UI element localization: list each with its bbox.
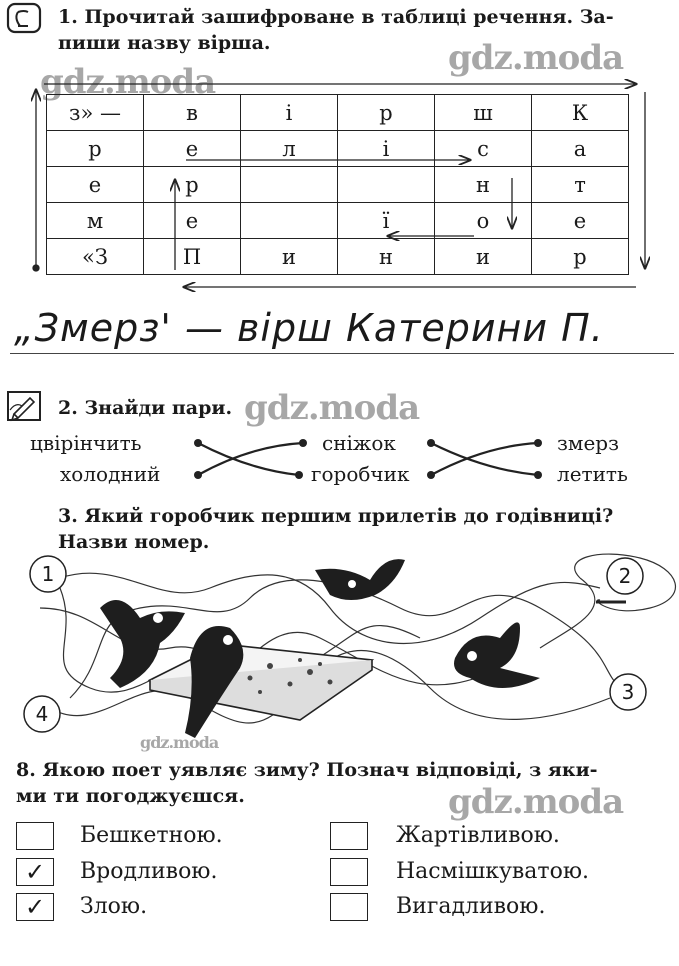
table-cell: т	[532, 167, 629, 203]
task1-line1: Прочитай зашифроване в таблиці речення. За-	[84, 6, 614, 28]
checkbox-left-3[interactable]	[16, 893, 54, 921]
task1-answer: „Змерз' — вірш Катерини П.	[14, 306, 604, 350]
table-cell: а	[532, 131, 629, 167]
label-4: 4	[35, 702, 49, 726]
table-cell: К	[532, 95, 629, 131]
option-label: Вигадливою.	[396, 894, 546, 919]
table-cell: р	[532, 239, 629, 275]
label-2: 2	[618, 564, 632, 588]
watermark-small: gdz.moda	[140, 733, 219, 752]
task1-number: 1.	[58, 6, 78, 28]
task3-line2: Назви номер.	[58, 531, 210, 553]
pair-word: летить	[557, 462, 628, 486]
table-cell: з» —	[47, 95, 144, 131]
table-cell: о	[435, 203, 532, 239]
checkbox-right-1[interactable]	[330, 822, 368, 850]
table-cell: р	[144, 167, 241, 203]
table-cell: е	[47, 167, 144, 203]
task1-line2: пиши назву вірша.	[58, 32, 271, 54]
table-cell: е	[532, 203, 629, 239]
table-cell: р	[338, 95, 435, 131]
check-mark: ✓	[24, 893, 46, 921]
table-cell: м	[47, 203, 144, 239]
check-mark: ✓	[24, 858, 46, 886]
watermark-top-right: gdz.moda	[448, 38, 624, 78]
pair-word: змерз	[557, 431, 620, 455]
table-cell: ї	[338, 203, 435, 239]
option-label: Вродливою.	[80, 859, 218, 884]
label-3: 3	[621, 680, 635, 704]
table-cell: н	[435, 167, 532, 203]
task8-number: 8.	[16, 759, 36, 781]
watermark-top-left: gdz.moda	[40, 62, 216, 102]
task3-line1: Який горобчик першим прилетів до годівниці?	[84, 505, 614, 527]
pair-word: цвірінчить	[30, 431, 142, 455]
table-cell: с	[435, 131, 532, 167]
watermark-task8: gdz.moda	[448, 782, 624, 822]
table-cell: и	[241, 239, 338, 275]
table-cell: и	[435, 239, 532, 275]
option-label: Злою.	[80, 894, 148, 919]
task8-line2: ми ти погоджуєшся.	[16, 785, 245, 807]
table-cell: П	[144, 239, 241, 275]
table-cell: «З	[47, 239, 144, 275]
task2-title-text: . Знайди пари.	[71, 397, 233, 419]
task3-number: 3.	[58, 505, 78, 527]
table-cell: н	[338, 239, 435, 275]
sparrows-maze-illustration	[0, 548, 679, 748]
table-cell: р	[47, 131, 144, 167]
label-1: 1	[41, 562, 55, 586]
checkbox-right-3[interactable]	[330, 893, 368, 921]
table-cell: і	[241, 95, 338, 131]
task8-line1: Якою поет уявляє зиму? Познач відповіді, з яки-	[42, 759, 598, 781]
checkbox-left-2[interactable]	[16, 858, 54, 886]
table-cell: в	[144, 95, 241, 131]
pair-word: сніжок	[322, 431, 396, 455]
checkbox-right-2[interactable]	[330, 858, 368, 886]
watermark-task2: gdz.moda	[244, 388, 420, 428]
table-cell: е	[144, 131, 241, 167]
task2-number: 2	[58, 397, 72, 419]
option-label: Жартівливою.	[396, 823, 560, 848]
option-label: Бешкетною.	[80, 823, 223, 848]
table-cell: е	[144, 203, 241, 239]
pair-word: холодний	[60, 462, 161, 486]
table-cell: л	[241, 131, 338, 167]
pair-word: горобчик	[311, 462, 410, 486]
table-cell: і	[338, 131, 435, 167]
option-label: Насмішкуватою.	[396, 859, 589, 884]
checkbox-left-1[interactable]	[16, 822, 54, 850]
table-cell: ш	[435, 95, 532, 131]
